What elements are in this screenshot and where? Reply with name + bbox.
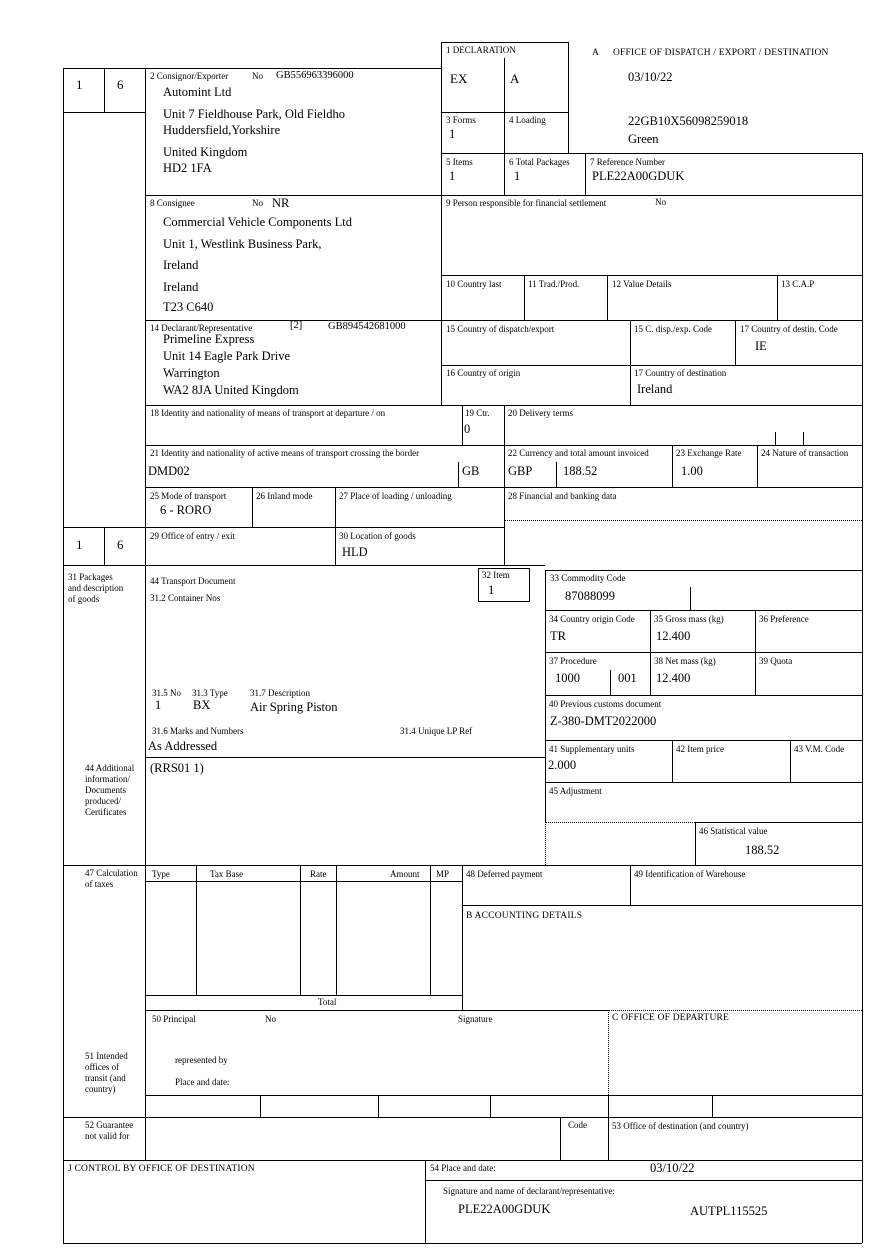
box14-label: 14 Declarant/Representative xyxy=(150,323,253,333)
box2-label: 2 Consignor/Exporter xyxy=(150,71,229,81)
box54-label: 54 Place and date: xyxy=(430,1163,496,1173)
grid-line xyxy=(252,487,253,527)
box37-value2: 001 xyxy=(618,671,637,685)
box2-address-line: Huddersfield,Yorkshire xyxy=(163,123,281,137)
box31-6-value: As Addressed xyxy=(148,739,218,753)
grid-line xyxy=(63,1243,862,1244)
box3-label: 3 Forms xyxy=(446,115,476,125)
box20-label: 20 Delivery terms xyxy=(508,408,573,418)
grid-line xyxy=(608,1117,609,1160)
box21-label: 21 Identity and nationality of active means of transport crossing the border xyxy=(150,448,420,458)
copy-number-6: 6 xyxy=(117,77,124,92)
office-a-title: OFFICE OF DISPATCH / EXPORT / DESTINATION xyxy=(613,48,829,58)
grid-line xyxy=(610,670,611,695)
box15-label: 15 Country of dispatch/export xyxy=(446,324,555,334)
box6-label: 6 Total Packages xyxy=(509,157,570,167)
copy-number-6-lower: 6 xyxy=(117,537,124,552)
grid-line xyxy=(458,462,459,487)
box32-value: 1 xyxy=(488,583,495,597)
box38-value: 12.400 xyxy=(656,671,691,685)
box31-3-label: 31.3 Type xyxy=(192,688,228,698)
grid-line xyxy=(425,1180,862,1181)
box34-value: TR xyxy=(550,629,566,643)
box40-value: Z-380-DMT2022000 xyxy=(550,714,657,728)
box14-eori: GB894542681000 xyxy=(328,321,406,332)
box4-label: 4 Loading xyxy=(509,115,546,125)
box44-label: 44 Additional information/ Documents produced/ Certificates xyxy=(85,763,135,817)
grid-line xyxy=(462,905,862,906)
grid-line xyxy=(757,445,758,487)
grid-line xyxy=(441,365,862,366)
grid-line xyxy=(430,865,431,995)
tax-col-rate: Rate xyxy=(310,869,327,879)
grid-line xyxy=(545,782,862,783)
box14-address-line: WA2 8JA United Kingdom xyxy=(163,383,299,397)
grid-line xyxy=(63,1160,862,1161)
box50-no-label: No xyxy=(265,1014,276,1024)
box44-value: (RRS01 1) xyxy=(150,761,204,775)
box46-value: 188.52 xyxy=(745,843,780,857)
copy-number-1-lower: 1 xyxy=(76,537,83,552)
grid-line xyxy=(545,570,546,822)
box41-value: 2.000 xyxy=(548,758,577,772)
box14-address-line: Primeline Express xyxy=(163,332,255,346)
grid-line xyxy=(755,610,756,695)
grid-line xyxy=(378,1095,379,1117)
box30-value: HLD xyxy=(342,545,368,559)
box7-value: PLE22A00GDUK xyxy=(592,169,685,183)
box15a-label: 15 C. disp./exp. Code xyxy=(634,324,712,334)
box54-auth-number: AUTPL115525 xyxy=(690,1204,768,1218)
box27-label: 27 Place of loading / unloading xyxy=(339,491,452,501)
box31-3-value: BX xyxy=(193,698,211,712)
box46-label: 46 Statistical value xyxy=(699,826,768,836)
box2-address-line: Automint Ltd xyxy=(163,85,232,99)
grid-line xyxy=(672,445,673,487)
box2-eori: GB556963396000 xyxy=(276,70,354,81)
tax-col-type: Type xyxy=(152,869,170,879)
section-j-label: J CONTROL BY OFFICE OF DESTINATION xyxy=(68,1164,255,1174)
office-a-mrn: 22GB10X56098259018 xyxy=(628,114,749,128)
box10-label: 10 Country last xyxy=(446,279,502,289)
box5-value: 1 xyxy=(449,169,456,183)
box14-address-line: Warrington xyxy=(163,366,220,380)
box2-address-line: Unit 7 Fieldhouse Park, Old Fieldho xyxy=(163,107,345,121)
grid-line xyxy=(630,865,631,905)
grid-line xyxy=(145,320,862,321)
grid-line xyxy=(63,1117,862,1118)
box54-reference: PLE22A00GDUK xyxy=(458,1202,551,1216)
box32-label: 32 Item xyxy=(482,570,510,580)
box30-label: 30 Location of goods xyxy=(339,531,416,541)
grid-line xyxy=(441,42,568,43)
grid-line xyxy=(545,695,862,696)
grid-line xyxy=(607,275,608,320)
box8-address-line: Ireland xyxy=(163,280,199,294)
grid-line xyxy=(441,42,442,405)
box54-date: 03/10/22 xyxy=(650,1161,695,1175)
box2-address-line: HD2 1FA xyxy=(163,161,212,175)
office-a-date: 03/10/22 xyxy=(628,70,673,84)
grid-line xyxy=(335,487,336,565)
grid-line-dotted xyxy=(608,1010,862,1011)
box51-label: 51 Intended offices of transit (and country) xyxy=(85,1051,128,1094)
box50-place-date: Place and date: xyxy=(175,1077,230,1087)
box49-label: 49 Identification of Warehouse xyxy=(634,869,746,879)
box31-4-label: 31.4 Unique LP Ref xyxy=(400,726,473,736)
box50-represented-by: represented by xyxy=(175,1055,228,1065)
box22-currency: GBP xyxy=(508,464,533,478)
box45-label: 45 Adjustment xyxy=(549,786,602,796)
section-b-label: B ACCOUNTING DETAILS xyxy=(466,911,583,921)
box5-label: 5 Items xyxy=(446,157,473,167)
grid-line xyxy=(672,740,673,782)
grid-line xyxy=(777,275,778,320)
grid-line xyxy=(63,68,64,1243)
box22-label: 22 Currency and total amount invoiced xyxy=(508,448,649,458)
box12-label: 12 Value Details xyxy=(612,279,672,289)
grid-line xyxy=(504,58,505,195)
box29-label: 29 Office of entry / exit xyxy=(150,531,236,541)
section-c-label: C OFFICE OF DEPARTURE xyxy=(612,1013,730,1023)
grid-line-dotted xyxy=(545,822,695,823)
box13-label: 13 C.A.P xyxy=(781,279,815,289)
grid-line xyxy=(775,432,776,445)
tax-col-amount: Amount xyxy=(390,869,420,879)
box31-label: 31 Packages and description of goods xyxy=(68,572,124,604)
grid-line xyxy=(545,740,862,741)
box54-signature-label: Signature and name of declarant/representative: xyxy=(443,1186,615,1196)
box33-value: 87088099 xyxy=(565,589,615,603)
box31-5-label: 31.5 No xyxy=(152,688,181,698)
grid-line xyxy=(196,865,197,995)
grid-line xyxy=(145,1095,862,1096)
box47-label: 47 Calculation of taxes xyxy=(85,868,138,889)
grid-line xyxy=(568,42,569,153)
box8-no-label: No xyxy=(252,198,263,208)
grid-line xyxy=(336,865,337,995)
box2-address-line: United Kingdom xyxy=(163,145,248,159)
grid-line xyxy=(630,320,631,405)
box19-value: 0 xyxy=(464,422,471,436)
box17a-label: 17 Country of destin. Code xyxy=(740,324,838,334)
grid-line xyxy=(63,68,441,69)
box2-no-label: No xyxy=(252,71,263,81)
box9-no-label: No xyxy=(655,197,666,207)
box11-label: 11 Trad./Prod. xyxy=(528,279,580,289)
grid-line xyxy=(441,275,862,276)
box8-id: NR xyxy=(272,196,290,210)
box42-label: 42 Item price xyxy=(676,744,724,754)
box1-regime-value: EX xyxy=(450,71,468,86)
box33-label: 33 Commodity Code xyxy=(550,573,626,583)
box23-label: 23 Exchange Rate xyxy=(676,448,742,458)
box48-label: 48 Deferred payment xyxy=(466,869,543,879)
grid-line-dotted xyxy=(504,520,862,521)
box7-label: 7 Reference Number xyxy=(590,157,665,167)
box1-label: 1 DECLARATION xyxy=(446,45,516,55)
box17-label: 17 Country of destination xyxy=(634,368,727,378)
box16-label: 16 Country of origin xyxy=(446,368,521,378)
grid-line xyxy=(545,570,862,571)
box22-amount: 188.52 xyxy=(563,464,598,478)
grid-line xyxy=(462,865,463,1010)
box8-address-line: Unit 1, Westlink Business Park, xyxy=(163,237,322,251)
box50-signature-label: Signature xyxy=(458,1014,493,1024)
grid-line xyxy=(63,112,145,113)
grid-line xyxy=(695,822,696,865)
grid-line xyxy=(462,405,463,445)
box31-6-label: 31.6 Marks and Numbers xyxy=(152,726,244,736)
grid-line xyxy=(690,587,691,610)
box53-label: 53 Office of destination (and country) xyxy=(612,1121,749,1131)
grid-line xyxy=(650,610,651,695)
grid-line xyxy=(545,610,862,611)
box31-7-value: Air Spring Piston xyxy=(250,700,338,714)
grid-line-dotted xyxy=(545,822,546,865)
grid-line xyxy=(545,652,862,653)
grid-line xyxy=(490,1095,491,1117)
box43-label: 43 V.M. Code xyxy=(794,744,845,754)
box50-label: 50 Principal xyxy=(152,1014,196,1024)
grid-line xyxy=(425,1160,426,1243)
grid-line xyxy=(145,995,462,996)
grid-line xyxy=(608,1095,609,1117)
grid-line xyxy=(104,527,105,565)
grid-line xyxy=(695,822,862,823)
box31-2-label: 31.2 Container Nos xyxy=(150,593,221,603)
grid-line-dotted xyxy=(608,1010,609,1095)
box1-type-value: A xyxy=(510,71,520,86)
grid-line xyxy=(145,68,146,1160)
box26-label: 26 Inland mode xyxy=(256,491,313,501)
grid-line xyxy=(790,740,791,782)
box34-label: 34 Country origin Code xyxy=(549,614,635,624)
box28-label: 28 Financial and banking data xyxy=(508,491,617,501)
box37-value1: 1000 xyxy=(555,671,580,685)
box39-label: 39 Quota xyxy=(759,656,793,666)
grid-line xyxy=(560,1117,561,1160)
box9-label: 9 Person responsible for financial settlement xyxy=(446,198,607,208)
box24-label: 24 Nature of transaction xyxy=(761,448,849,458)
grid-line xyxy=(735,320,736,365)
box8-address-line: T23 C640 xyxy=(163,300,214,314)
box31-5-value: 1 xyxy=(155,698,162,712)
box38-label: 38 Net mass (kg) xyxy=(654,656,716,666)
box8-address-line: Commercial Vehicle Components Ltd xyxy=(163,215,352,229)
copy-number-1: 1 xyxy=(76,77,83,92)
grid-line xyxy=(260,1095,261,1117)
box21-value: DMD02 xyxy=(148,464,190,478)
box25-value: 6 - RORO xyxy=(160,503,212,517)
box40-label: 40 Previous customs document xyxy=(549,699,662,709)
grid-line xyxy=(63,527,504,528)
box37-label: 37 Procedure xyxy=(549,656,597,666)
box8-label: 8 Consignee xyxy=(150,198,195,208)
box25-label: 25 Mode of transport xyxy=(150,491,227,501)
tax-total-label: Total xyxy=(318,997,337,1007)
grid-line xyxy=(712,1095,713,1117)
box6-value: 1 xyxy=(514,169,521,183)
box17a-value: IE xyxy=(755,339,767,353)
box35-label: 35 Gross mass (kg) xyxy=(654,614,724,624)
grid-line xyxy=(145,881,462,882)
grid-line xyxy=(803,432,804,445)
box19-label: 19 Ctr. xyxy=(465,408,490,418)
box35-value: 12.400 xyxy=(656,629,691,643)
grid-line xyxy=(145,195,862,196)
tax-col-mp: MP xyxy=(436,869,450,879)
tax-col-base: Tax Base xyxy=(210,869,244,879)
grid-line xyxy=(585,153,586,195)
box14-address-line: Unit 14 Eagle Park Drive xyxy=(163,349,291,363)
box21-nationality: GB xyxy=(462,464,480,478)
box44-transport-doc-label: 44 Transport Document xyxy=(150,576,236,586)
box3-value: 1 xyxy=(449,127,456,141)
grid-line xyxy=(524,275,525,320)
grid-line xyxy=(300,865,301,995)
box23-value: 1.00 xyxy=(681,464,703,478)
grid-line xyxy=(63,565,545,566)
grid-line xyxy=(145,757,545,758)
box41-label: 41 Supplementary units xyxy=(549,744,635,754)
office-a-letter: A xyxy=(592,48,600,58)
box14-code: [2] xyxy=(290,320,303,331)
box36-label: 36 Preference xyxy=(759,614,809,624)
grid-line xyxy=(104,68,105,112)
box52-code-label: Code xyxy=(568,1120,587,1130)
grid-line xyxy=(862,153,863,1243)
grid-line xyxy=(145,1010,608,1011)
grid-line xyxy=(504,405,505,565)
office-a-routing: Green xyxy=(628,132,659,146)
box18-label: 18 Identity and nationality of means of transport at departure / on xyxy=(150,408,386,418)
box31-7-label: 31.7 Description xyxy=(250,688,310,698)
box52-label: 52 Guarantee not valid for xyxy=(85,1120,134,1141)
box17-value: Ireland xyxy=(637,382,673,396)
grid-line xyxy=(556,462,557,487)
box8-address-line: Ireland xyxy=(163,258,199,272)
